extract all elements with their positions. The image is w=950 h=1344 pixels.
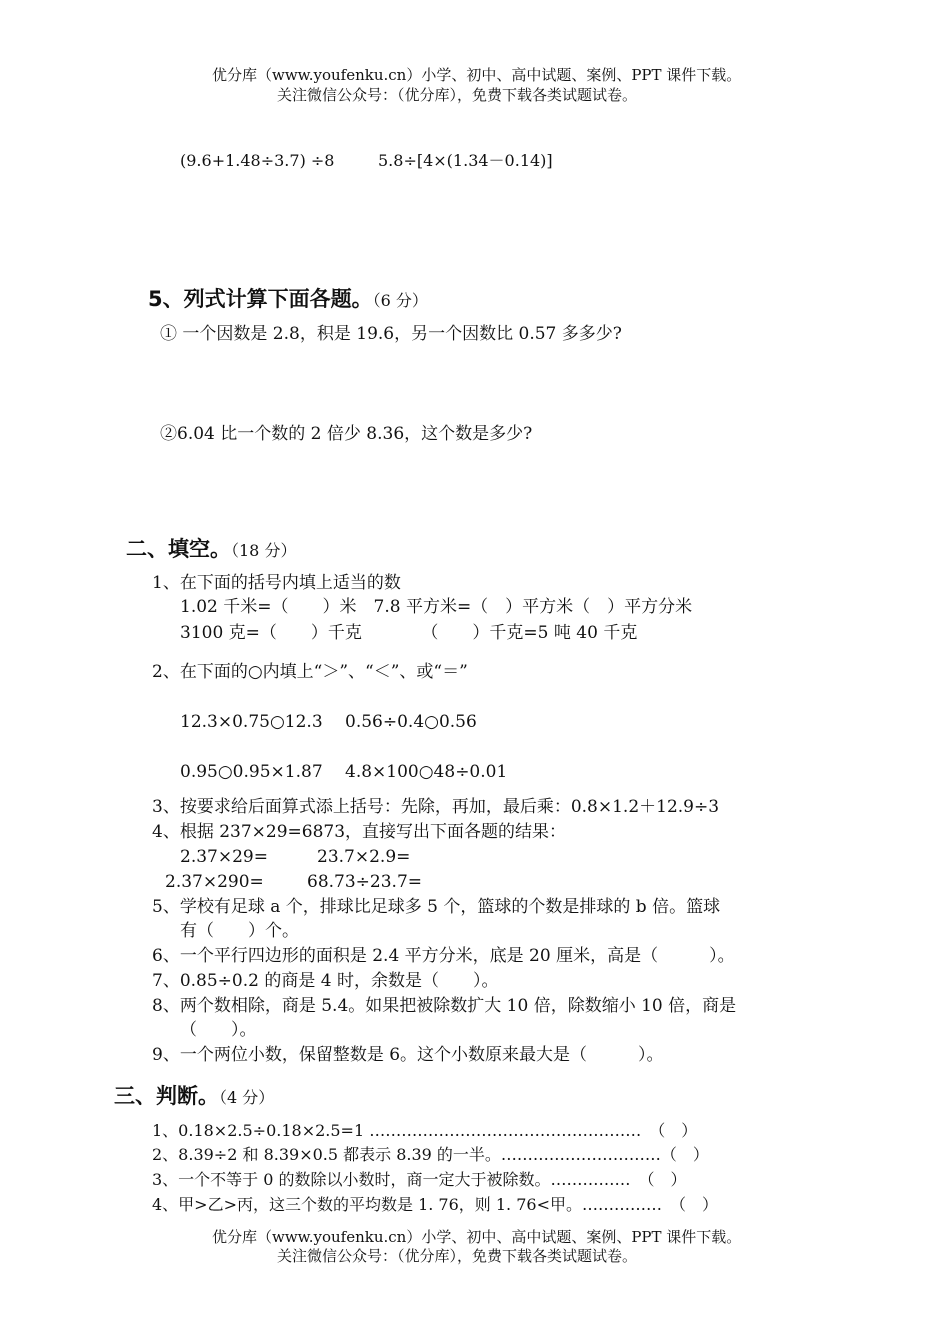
fill-q2-a: 12.3×0.75○12.3 xyxy=(180,712,323,732)
fill-q4-b: 23.7×2.9= xyxy=(317,847,411,867)
fill-q1-line-1: 1.02 千米=（ ）米 7.8 平方米=（ ）平方米（ ）平方分米 xyxy=(180,597,693,617)
fill-q7: 7、0.85÷0.2 的商是 4 时，余数是（ ）。 xyxy=(152,971,499,991)
fill-q8-line-2: （ ）。 xyxy=(180,1020,257,1040)
q5-item-2: ②6.04 比一个数的 2 倍少 8.36，这个数是多少? xyxy=(160,424,533,444)
fill-q2-b: 0.56÷0.4○0.56 xyxy=(345,712,477,732)
section3-heading xyxy=(114,1086,274,1107)
header-line-1: 优分库（www.youfenku.cn）小学、初中、高中试题、案例、PPT 课件下载。 xyxy=(212,66,742,84)
fill-q4-a: 2.37×29= xyxy=(180,847,268,867)
footer-line-1: 优分库（www.youfenku.cn）小学、初中、高中试题、案例、PPT 课件下载。 xyxy=(212,1228,742,1246)
q5-title: 5、列式计算下面各题。 xyxy=(148,287,373,311)
judge-4: 4、甲>乙>丙，这三个数的平均数是 1. 76，则 1. 76<甲。…………… （ ） xyxy=(152,1195,718,1214)
q5-item-1: ① 一个因数是 2.8，积是 19.6，另一个因数比 0.57 多多少? xyxy=(160,324,622,344)
q5-points: （6 分） xyxy=(372,291,428,310)
fill-q3: 3、按要求给后面算式添上括号：先除，再加，最后乘：0.8×1.2＋12.9÷3 xyxy=(152,797,720,817)
fill-q1: 1、在下面的括号内填上适当的数 xyxy=(152,573,401,593)
section2-heading xyxy=(126,539,296,560)
section3-points: （4 分） xyxy=(219,1088,275,1107)
fill-q2: 2、在下面的○内填上“＞”、“＜”、或“＝” xyxy=(152,662,468,682)
footer-line-2: 关注微信公众号：（优分库），免费下载各类试题试卷。 xyxy=(277,1247,638,1265)
fill-q2-c: 0.95○0.95×1.87 xyxy=(180,762,323,782)
fill-q5-line-2: 有（ ）个。 xyxy=(180,921,299,941)
q5-heading xyxy=(148,289,428,310)
fill-q2-d: 4.8×100○48÷0.01 xyxy=(345,762,508,782)
section2-title: 二、填空。 xyxy=(126,537,231,561)
judge-1: 1、0.18×2.5÷0.18×2.5=1 …………………………………………… （ ） xyxy=(152,1121,698,1140)
fill-q5-line-1: 5、学校有足球 a 个，排球比足球多 5 个，篮球的个数是排球的 b 倍。篮球 xyxy=(152,897,721,917)
fill-q4-c: 2.37×290= xyxy=(165,872,264,892)
calc-expression-1: (9.6+1.48÷3.7) ÷8 xyxy=(180,151,335,170)
header-line-2: 关注微信公众号：（优分库），免费下载各类试题试卷。 xyxy=(277,86,638,104)
fill-q6: 6、一个平行四边形的面积是 2.4 平方分米，底是 20 厘米，高是（ ）。 xyxy=(152,946,735,966)
section2-points: （18 分） xyxy=(231,541,297,560)
judge-3: 3、一个不等于 0 的数除以小数时，商一定大于被除数。…………… （ ） xyxy=(152,1170,687,1189)
judge-2: 2、8.39÷2 和 8.39×0.5 都表示 8.39 的一半。…………………………（ ） xyxy=(152,1145,709,1164)
fill-q4: 4、根据 237×29=6873，直接写出下面各题的结果： xyxy=(152,822,567,842)
fill-q4-d: 68.73÷23.7= xyxy=(307,872,423,892)
fill-q1-line-2: 3100 克=（ ）千克 （ ）千克=5 吨 40 千克 xyxy=(180,623,638,643)
fill-q9: 9、一个两位小数，保留整数是 6。这个小数原来最大是（ ）。 xyxy=(152,1045,664,1065)
section3-title: 三、判断。 xyxy=(114,1084,219,1108)
calc-expression-2: 5.8÷[4×(1.34－0.14)] xyxy=(378,151,553,170)
fill-q8-line-1: 8、两个数相除，商是 5.4。如果把被除数扩大 10 倍，除数缩小 10 倍，商是 xyxy=(152,996,737,1016)
